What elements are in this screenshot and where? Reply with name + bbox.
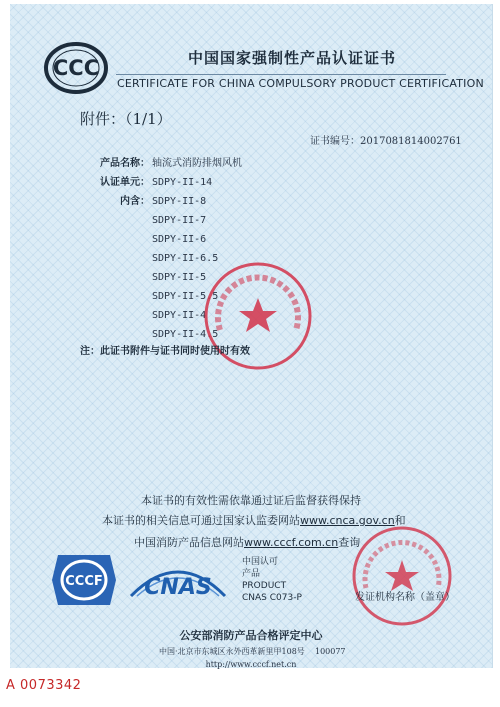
- content-model: SDPY-II-4.5: [152, 329, 219, 340]
- address-text: 中国·北京市东城区永外西革新里甲108号: [159, 647, 305, 656]
- cnas-line: 中国认可: [242, 557, 279, 567]
- annex-label: 附件：（1/1）: [80, 110, 172, 128]
- content-model: SDPY-II-6.5: [152, 253, 219, 264]
- cccf-website-link[interactable]: www.cccf.com.cn: [244, 536, 339, 549]
- validity-text: 本证书的相关信息可通过国家认监委网站: [102, 514, 300, 527]
- cnas-logo: [125, 556, 231, 608]
- product-name-label: 产品名称：: [100, 158, 150, 169]
- certificate-number: 证书编号：2017081814002761: [310, 136, 462, 147]
- cccf-logo: [50, 553, 118, 607]
- svg-text:CNAS: CNAS: [144, 575, 212, 600]
- cnca-website-link[interactable]: www.cnca.gov.cn: [300, 514, 395, 527]
- issuing-authority-label: 发证机构名称（盖章）: [355, 592, 455, 603]
- annex-note: 注：此证书附件与证书同时使用时有效: [80, 346, 250, 357]
- certificate-sheet: [10, 4, 493, 668]
- footer-organization: 公安部消防产品合格评定中心: [179, 629, 323, 642]
- certification-unit-label: 认证单元：: [100, 177, 150, 188]
- serial-number: A 0073342: [6, 678, 82, 693]
- content-model: SDPY-II-5: [152, 272, 207, 283]
- certificate-title-cn: 中国国家强制性产品认证证书: [188, 49, 397, 67]
- validity-line-cccf: [134, 534, 360, 550]
- content-model: SDPY-II-6: [152, 234, 207, 245]
- certification-unit-value: SDPY-II-14: [152, 177, 213, 188]
- validity-text: 中国消防产品信息网站: [134, 536, 244, 549]
- cnas-line: 产品: [242, 569, 261, 579]
- postcode-text: 100077: [314, 647, 346, 656]
- validity-line: 本证书的有效性需依靠通过证后监督获得保持: [141, 494, 361, 507]
- content-model: SDPY-II-8: [152, 196, 207, 207]
- content-label: 内含：: [120, 196, 150, 207]
- content-model: SDPY-II-7: [152, 215, 207, 226]
- certificate-title-en: CERTIFICATE FOR CHINA COMPULSORY PRODUCT CERTIFICATION: [117, 77, 484, 90]
- footer-address: [159, 646, 346, 657]
- cnas-line: PRODUCT: [242, 581, 287, 591]
- content-model: SDPY-II-5.5: [152, 291, 219, 302]
- footer-website[interactable]: http://www.cccf.net.cn: [205, 660, 297, 669]
- issuer-seal-stamp: [350, 524, 454, 628]
- ccc-logo: [44, 42, 108, 94]
- content-model: SDPY-II-4: [152, 310, 207, 321]
- product-name-value: 轴流式消防排烟风机: [152, 158, 242, 169]
- cnas-line: CNAS C073-P: [242, 593, 302, 603]
- svg-text:CCCF: CCCF: [65, 574, 103, 589]
- validity-text: 查询: [338, 536, 361, 549]
- svg-text:CCC: CCC: [52, 56, 100, 80]
- title-divider: [116, 74, 446, 75]
- validity-text: 和: [394, 514, 406, 527]
- cnas-accreditation-text: [242, 556, 302, 604]
